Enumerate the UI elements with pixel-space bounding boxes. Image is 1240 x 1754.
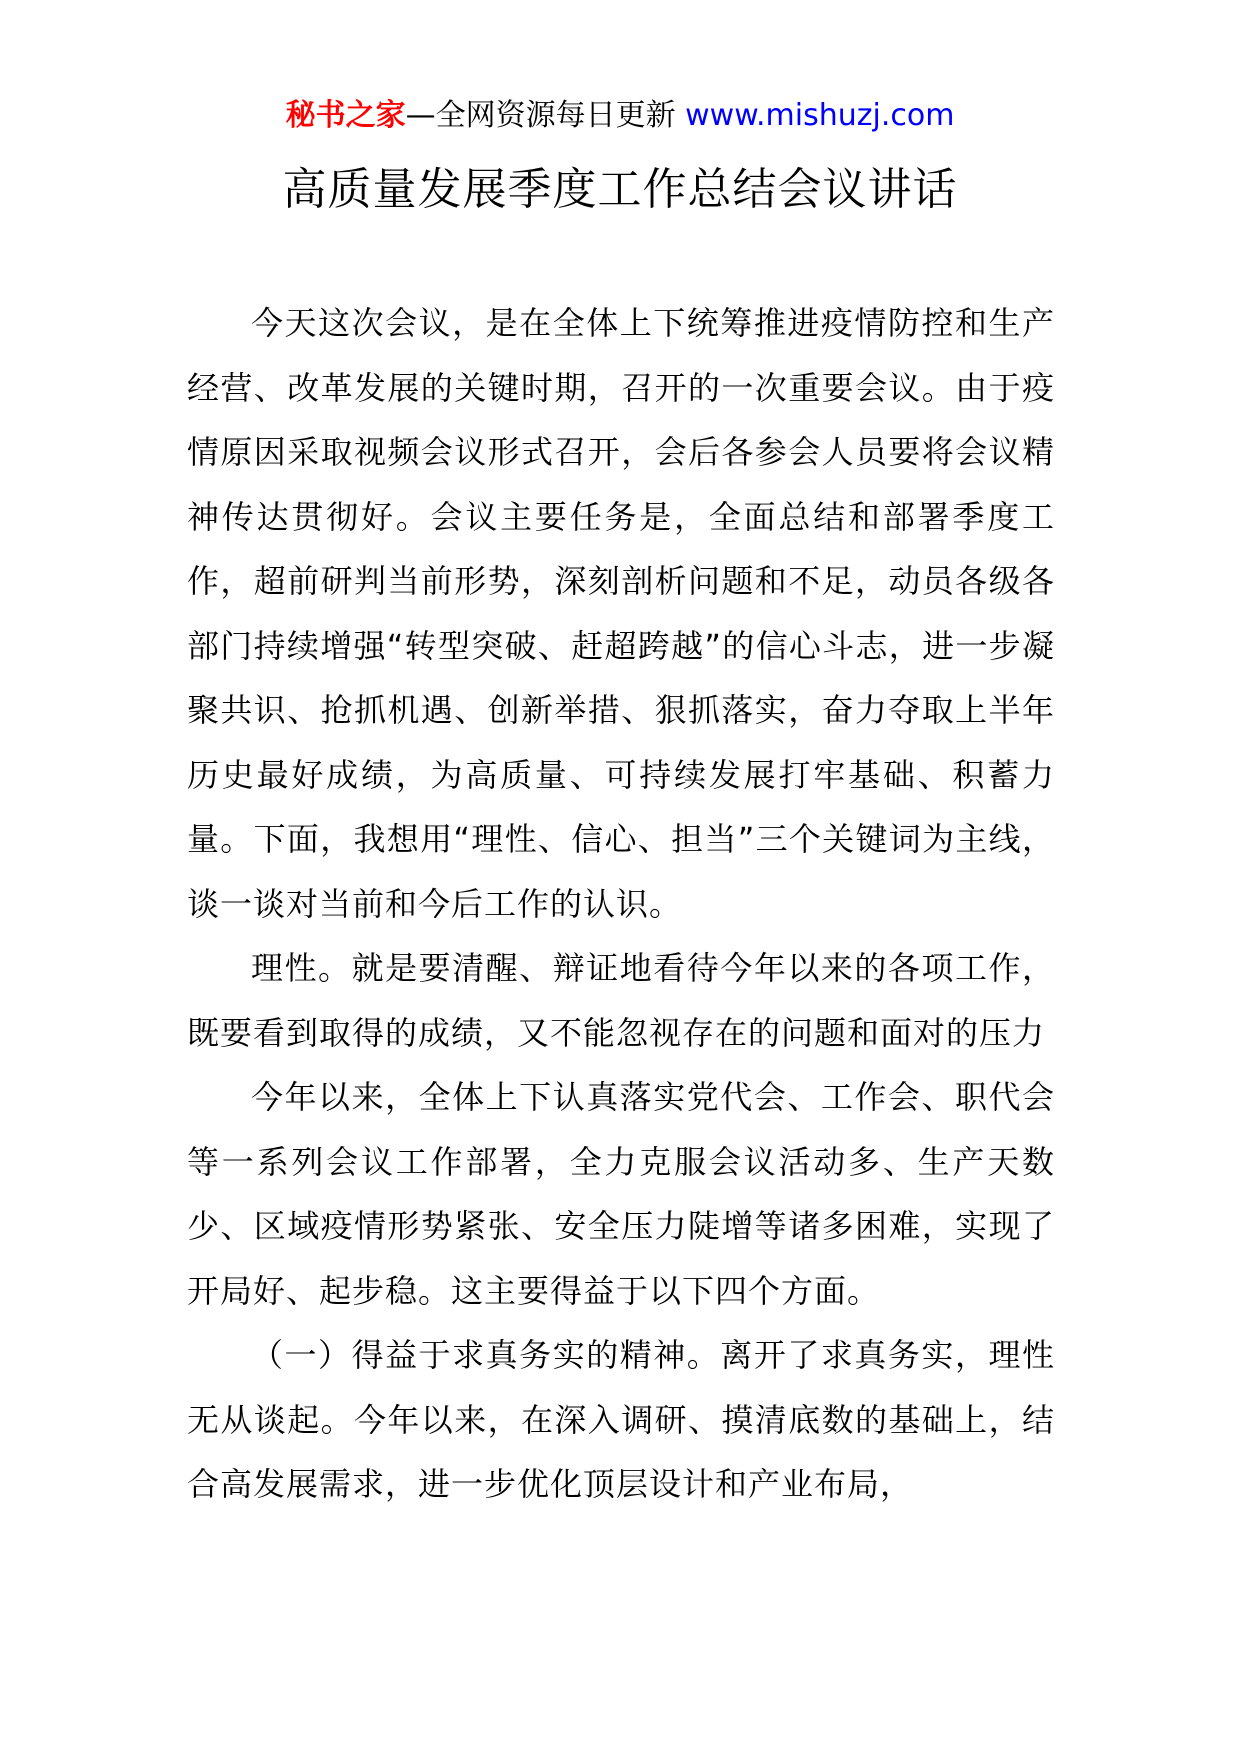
- document-body: [187, 291, 1055, 1517]
- paragraph-point-one: （一）得益于求真务实的精神。离开了求真务实，理性无从谈起。今年以来，在深入调研、摸清底数的基础上，结合高发展需求，进一步优化顶层设计和产业布局，: [187, 1336, 1055, 1503]
- paragraph-rationality: 理性。就是要清醒、辩证地看待今年以来的各项工作，既要看到取得的成绩，又不能忽视存在的问题和面对的压力: [187, 949, 1055, 1052]
- paragraph-achievements: 今年以来，全体上下认真落实党代会、工作会、职代会等一系列会议工作部署，全力克服会议活动多、生产天数少、区域疫情形势紧张、安全压力陡增等诸多困难，实现了开局好、起步稳。这主要得益于以下四个方面。: [187, 1078, 1055, 1310]
- document-title: 高质量发展季度工作总结会议讲话: [282, 164, 958, 215]
- paragraph-intro: 今天这次会议，是在全体上下统筹推进疫情防控和生产经营、改革发展的关键时期，召开的一次重要会议。由于疫情原因采取视频会议形式召开，会后各参会人员要将会议精神传达贯彻好。会议主要任务是，全面总结和部署季度工作，超前研判当前形势，深刻剖析问题和不足，动员各级各部门持续增强“转型突破、赶超跨越”的信心斗志，进一步凝聚共识、抢抓机遇、创新举措、狠抓落实，奋力夺取上半年历史最好成绩，为高质量、可持续发展打牢基础、积蓄力量。下面，我想用“理性、信心、担当”三个关键词为主线，谈一谈对当前和今后工作的认识。: [187, 304, 1055, 923]
- site-url-link[interactable]: www.mishuzj.com: [685, 98, 955, 133]
- header-tagline: —全网资源每日更新: [405, 98, 676, 133]
- brand-name: 秘书之家: [285, 98, 406, 133]
- site-header: [0, 96, 1240, 136]
